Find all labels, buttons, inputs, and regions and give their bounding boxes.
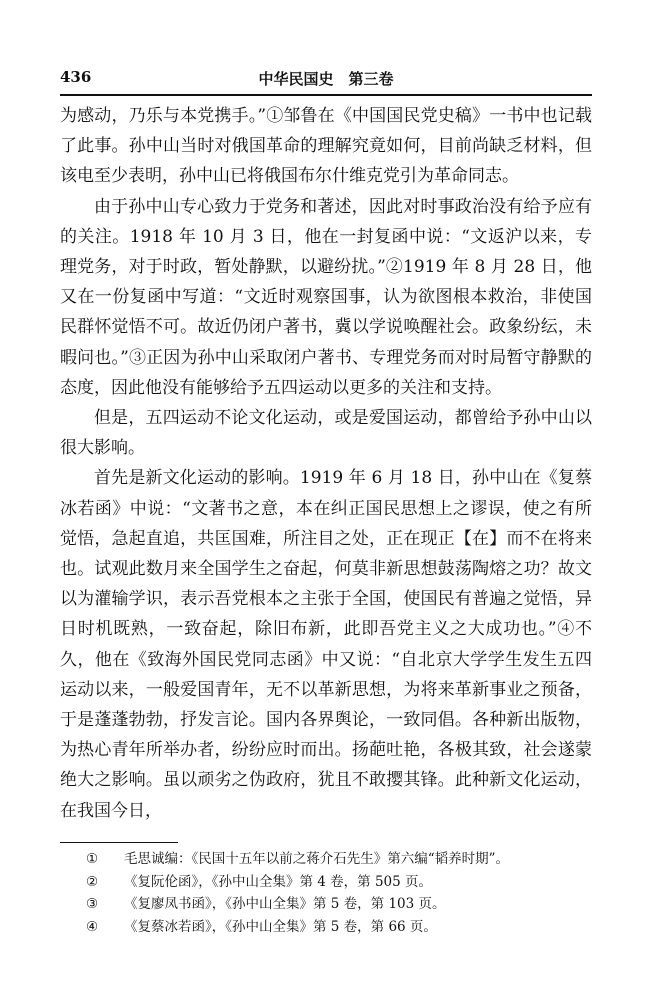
footnote xyxy=(86,893,592,916)
footnote-text: 《复阮伦函》，《孙中山全集》第 4 卷，第 505 页。 xyxy=(124,873,433,890)
footnote-text: 《复蔡冰若函》，《孙中山全集》第 5 卷，第 66 页。 xyxy=(124,918,437,935)
paragraph: 由于孙中山专心致力于党务和著述，因此对时事政治没有给予应有的关注。1918 年 10 月 3 日，他在一封复函中说：“文返沪以来，专理党务，对于时政，暂处静默，以避纷扰。”②1919 年 8 月 28 日，他又在一份复函中写道：“文近时观察国事，认为欲图根本救治，非使国民群怀觉悟不可。故近仍闭户著书，冀以学说唤醒社会。政象纷纭，未暇问也。”③正因为孙中山采取闭户著书、专理党务而对时局暂守静默的态度，因此他没有能够给予五四运动以更多的关注和支持。 xyxy=(60,196,592,398)
footnote-text: 《复廖凤书函》，《孙中山全集》第 5 卷，第 103 页。 xyxy=(124,896,446,913)
paragraph: 首先是新文化运动的影响。1919 年 6 月 18 日，孙中山在《复蔡冰若函》中说：“文著书之意，本在纠正国民思想上之谬误，使之有所觉悟，急起直追，共匡国难，所注目之处，正在现正【在】而不在将来也。试观此数月来全国学生之奋起，何莫非新思想鼓荡陶熔之功？故文以为灌输学识，表示吾党根本之主张于全国，使国民有普遍之觉悟，异日时机既熟，一致奋起，除旧布新，此即吾党主义之大成功也。”④不久，他在《致海外国民党同志函》中又说：“自北京大学学生发生五四运动以来，一般爱国青年，无不以革新思想，为将来革新事业之预备，于是蓬蓬勃勃，抒发言论。国内各界舆论，一致同倡。各种新出版物，为热心青年所举办者，纷纷应时而出。扬葩吐艳，各极其致，社会遂蒙绝大之影响。虽以顽劣之伪政府，犹且不敢撄其锋。此种新文化运动，在我国今日， xyxy=(60,468,592,821)
footnote-mark: ③ xyxy=(86,896,99,913)
footnote-text: 毛思诚编：《民国十五年以前之蒋介石先生》第六编“韬养时期”。 xyxy=(124,851,510,867)
paragraph: 但是，五四运动不论文化运动，或是爱国运动，都曾给予孙中山以很大影响。 xyxy=(60,408,592,459)
page-number: 436 xyxy=(60,68,92,86)
footnote-mark: ④ xyxy=(86,918,99,935)
footnotes xyxy=(86,848,592,938)
footnote xyxy=(86,848,592,871)
footnote-rule xyxy=(60,842,178,843)
body-text xyxy=(60,101,592,826)
running-title: 中华民国史 第三卷 xyxy=(258,70,394,88)
footnote xyxy=(86,871,592,894)
header-rule xyxy=(60,94,592,96)
footnote-mark: ② xyxy=(86,873,99,890)
page-header xyxy=(60,68,592,90)
footnote-mark: ① xyxy=(86,851,99,867)
footnote xyxy=(86,916,592,939)
paragraph: 为感动，乃乐与本党携手。”①邹鲁在《中国国民党史稿》一书中也记载了此事。孙中山当时对俄国革命的理解究竟如何，目前尚缺乏材料，但该电至少表明，孙中山已将俄国布尔什维克党引为革命同志。 xyxy=(60,106,592,187)
